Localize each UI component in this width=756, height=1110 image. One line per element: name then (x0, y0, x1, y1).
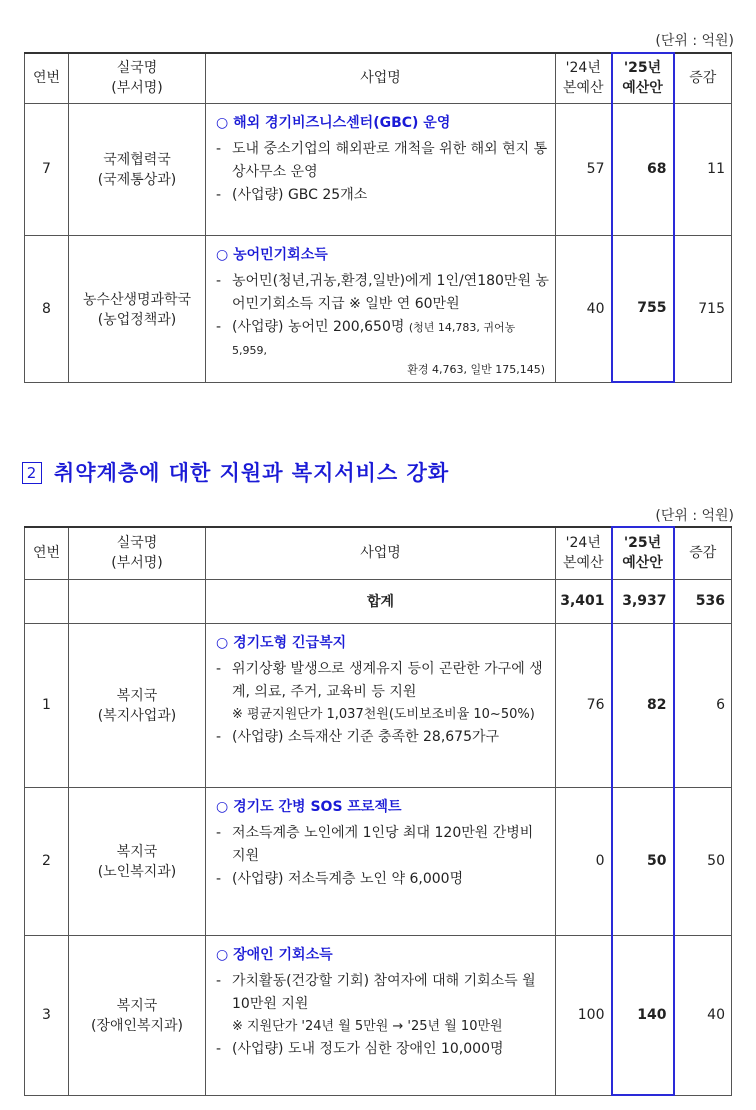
table-row (25, 235, 732, 382)
row-no: 3 (25, 935, 69, 1095)
header-business: 사업명 (206, 527, 556, 579)
business-desc: - 농어민(청년,귀농,환경,일반)에게 1인/연180만원 농어민기회소득 지급 ※ 일반 연 60만원 (216, 270, 549, 316)
budget-24: 100 (556, 935, 612, 1095)
business-title: ○ 경기도형 긴급복지 (216, 634, 347, 651)
table-row (25, 787, 732, 935)
business-note: ※ 지원단가 '24년 월 5만원 → '25년 월 10만원 (232, 1018, 503, 1034)
budget-24: 57 (556, 103, 612, 235)
header-business: 사업명 (206, 53, 556, 103)
budget-table-1 (24, 52, 732, 383)
total-row (25, 579, 732, 623)
unit-label: (단위 : 억원) (655, 33, 734, 49)
budget-change: 40 (674, 935, 732, 1095)
header-budget-24: '24년 본예산 (556, 527, 612, 579)
total-budget-25: 3,937 (612, 579, 674, 623)
row-dept: 국제협력국 (국제통상과) (69, 103, 206, 235)
header-no: 연번 (25, 527, 69, 579)
table-row (25, 103, 732, 235)
total-budget-24: 3,401 (556, 579, 612, 623)
header-budget-24: '24년 본예산 (556, 53, 612, 103)
header-change: 증감 (674, 53, 732, 103)
row-business (206, 103, 556, 235)
unit-label: (단위 : 억원) (655, 508, 734, 524)
row-no: 8 (25, 235, 69, 382)
business-volume: - (사업량) GBC 25개소 (216, 184, 549, 207)
header-budget-25: '25년 예산안 (612, 53, 674, 103)
header-budget-25: '25년 예산안 (612, 527, 674, 579)
table-row (25, 935, 732, 1095)
header-no: 연번 (25, 53, 69, 103)
budget-25: 68 (612, 103, 674, 235)
business-note: ※ 평균지원단가 1,037천원(도비보조비율 10~50%) (232, 706, 535, 722)
budget-25: 82 (612, 623, 674, 787)
budget-24: 0 (556, 787, 612, 935)
budget-change: 6 (674, 623, 732, 787)
business-volume: - (사업량) 저소득계층 노인 약 6,000명 (216, 868, 549, 891)
row-no: 1 (25, 623, 69, 787)
business-volume-detail: 환경 4,763, 일반 175,145) (407, 362, 545, 376)
budget-change: 11 (674, 103, 732, 235)
business-desc: - 도내 중소기업의 해외판로 개척을 위한 해외 현지 통상사무소 운영 (216, 138, 549, 184)
budget-24: 76 (556, 623, 612, 787)
business-desc: - 가치활동(건강할 기회) 참여자에 대해 기회소득 월 10만원 지원 (216, 970, 549, 1016)
row-dept: 농수산생명과학국 (농업정책과) (69, 235, 206, 382)
header-dept: 실국명 (부서명) (69, 53, 206, 103)
business-title: ○ 해외 경기비즈니스센터(GBC) 운영 (216, 114, 451, 131)
row-no: 7 (25, 103, 69, 235)
total-change: 536 (674, 579, 732, 623)
business-title: ○ 농어민기회소득 (216, 246, 328, 263)
table-row (25, 623, 732, 787)
total-label: 합계 (206, 579, 556, 623)
header-change: 증감 (674, 527, 732, 579)
business-desc: - 위기상황 발생으로 생계유지 등이 곤란한 가구에 생계, 의료, 주거, 교육비 등 지원 (216, 658, 549, 704)
business-title: ○ 경기도 간병 SOS 프로젝트 (216, 798, 402, 815)
row-dept: 복지국 (노인복지과) (69, 787, 206, 935)
row-dept: 복지국 (장애인복지과) (69, 935, 206, 1095)
header-dept: 실국명 (부서명) (69, 527, 206, 579)
row-business (206, 787, 556, 935)
budget-change: 715 (674, 235, 732, 382)
budget-25: 50 (612, 787, 674, 935)
row-business (206, 235, 556, 382)
row-dept: 복지국 (복지사업과) (69, 623, 206, 787)
budget-table-2 (24, 526, 732, 1096)
business-volume: - (사업량) 농어민 200,650명 (청년 14,783, 귀어농 5,959, (216, 316, 549, 362)
business-desc: - 저소득계층 노인에게 1인당 최대 120만원 간병비 지원 (216, 822, 549, 868)
budget-25: 140 (612, 935, 674, 1095)
row-business (206, 935, 556, 1095)
section-title: 2 취약계층에 대한 지원과 복지서비스 강화 (22, 457, 449, 487)
section-number: 2 (22, 462, 42, 484)
budget-24: 40 (556, 235, 612, 382)
business-title: ○ 장애인 기회소득 (216, 946, 333, 963)
row-business (206, 623, 556, 787)
business-volume: - (사업량) 도내 정도가 심한 장애인 10,000명 (216, 1038, 549, 1061)
budget-change: 50 (674, 787, 732, 935)
budget-25: 755 (612, 235, 674, 382)
row-no: 2 (25, 787, 69, 935)
business-volume: - (사업량) 소득재산 기준 충족한 28,675가구 (216, 726, 549, 749)
